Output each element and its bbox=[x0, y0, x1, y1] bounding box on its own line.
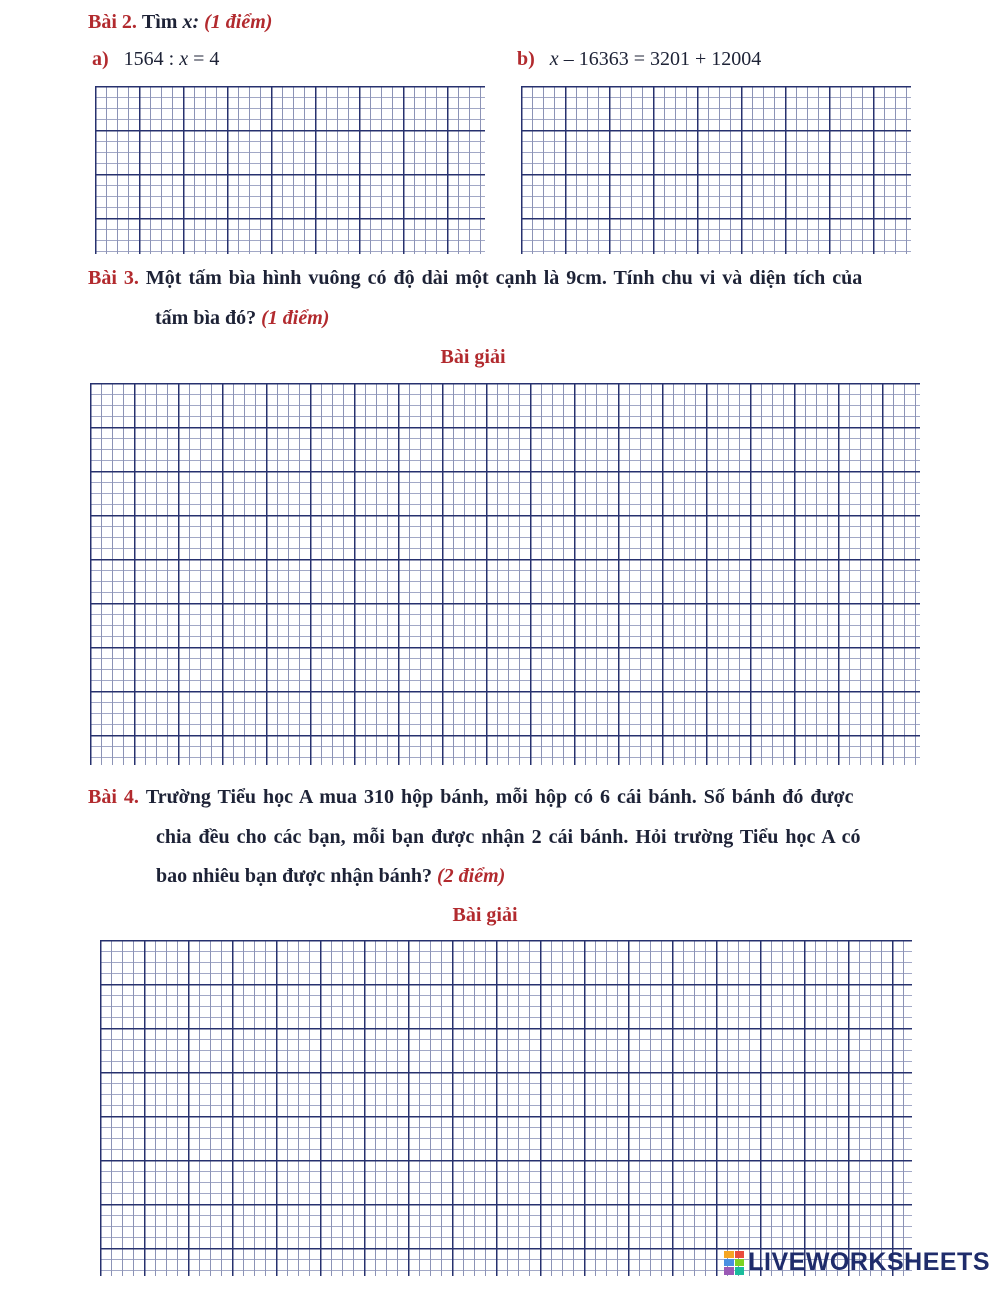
bai2a-answer-grid[interactable] bbox=[95, 86, 485, 254]
liveworksheets-logo-icon bbox=[724, 1251, 744, 1275]
bai4-label: Bài 4. bbox=[88, 786, 139, 808]
bai2b-answer-grid[interactable] bbox=[521, 86, 911, 254]
liveworksheets-logo-text: LIVEWORKSHEETS bbox=[748, 1248, 990, 1276]
bai4-text-line1: Trường Tiểu học A mua 310 hộp bánh, mỗi hộp có 6 cái bánh. Số bánh đó được bbox=[145, 786, 854, 808]
bai2a-left: 1564 : bbox=[123, 48, 180, 70]
bai2-label: Bài 2. bbox=[88, 11, 137, 33]
bai2-heading bbox=[88, 10, 272, 34]
bai2b-label: b) bbox=[517, 48, 535, 70]
bai2-text: Tìm bbox=[141, 11, 178, 33]
bai2a-label: a) bbox=[92, 48, 109, 70]
bai2a-right: = 4 bbox=[188, 48, 220, 70]
bai4-line3 bbox=[156, 864, 505, 888]
bai2a-equation bbox=[92, 48, 219, 71]
bai3-points: (1 điểm) bbox=[261, 307, 330, 329]
bai4-text-line2: chia đều cho các bạn, mỗi bạn được nhận 2 cái bánh. Hỏi trường Tiểu học A có bbox=[156, 826, 861, 848]
bai2-points: (1 điểm) bbox=[204, 11, 273, 33]
bai2a-var: x bbox=[179, 48, 189, 70]
bai2b-var: x bbox=[549, 48, 559, 70]
bai4-points: (2 điểm) bbox=[437, 865, 506, 887]
bai3-answer-grid[interactable] bbox=[90, 383, 920, 765]
liveworksheets-logo bbox=[724, 1248, 990, 1277]
bai4-line1 bbox=[88, 785, 853, 809]
bai4-answer-grid[interactable] bbox=[100, 940, 912, 1276]
bai3-line1 bbox=[88, 266, 862, 290]
bai3-solution-heading: Bài giải bbox=[440, 346, 506, 368]
bai3-line2 bbox=[155, 306, 329, 330]
bai2-var: x: bbox=[182, 11, 200, 33]
bai4-text-line3: bao nhiêu bạn được nhận bánh? bbox=[156, 865, 432, 887]
bai2b-right: – 16363 = 3201 + 12004 bbox=[558, 48, 762, 70]
bai3-text-line2: tấm bìa đó? bbox=[155, 307, 257, 329]
bai3-text-line1: Một tấm bìa hình vuông có độ dài một cạnh là 9cm. Tính chu vi và diện tích của bbox=[145, 267, 863, 289]
bai3-label: Bài 3. bbox=[88, 267, 139, 289]
bai2b-equation bbox=[517, 48, 761, 71]
bai4-solution-heading: Bài giải bbox=[452, 904, 518, 926]
